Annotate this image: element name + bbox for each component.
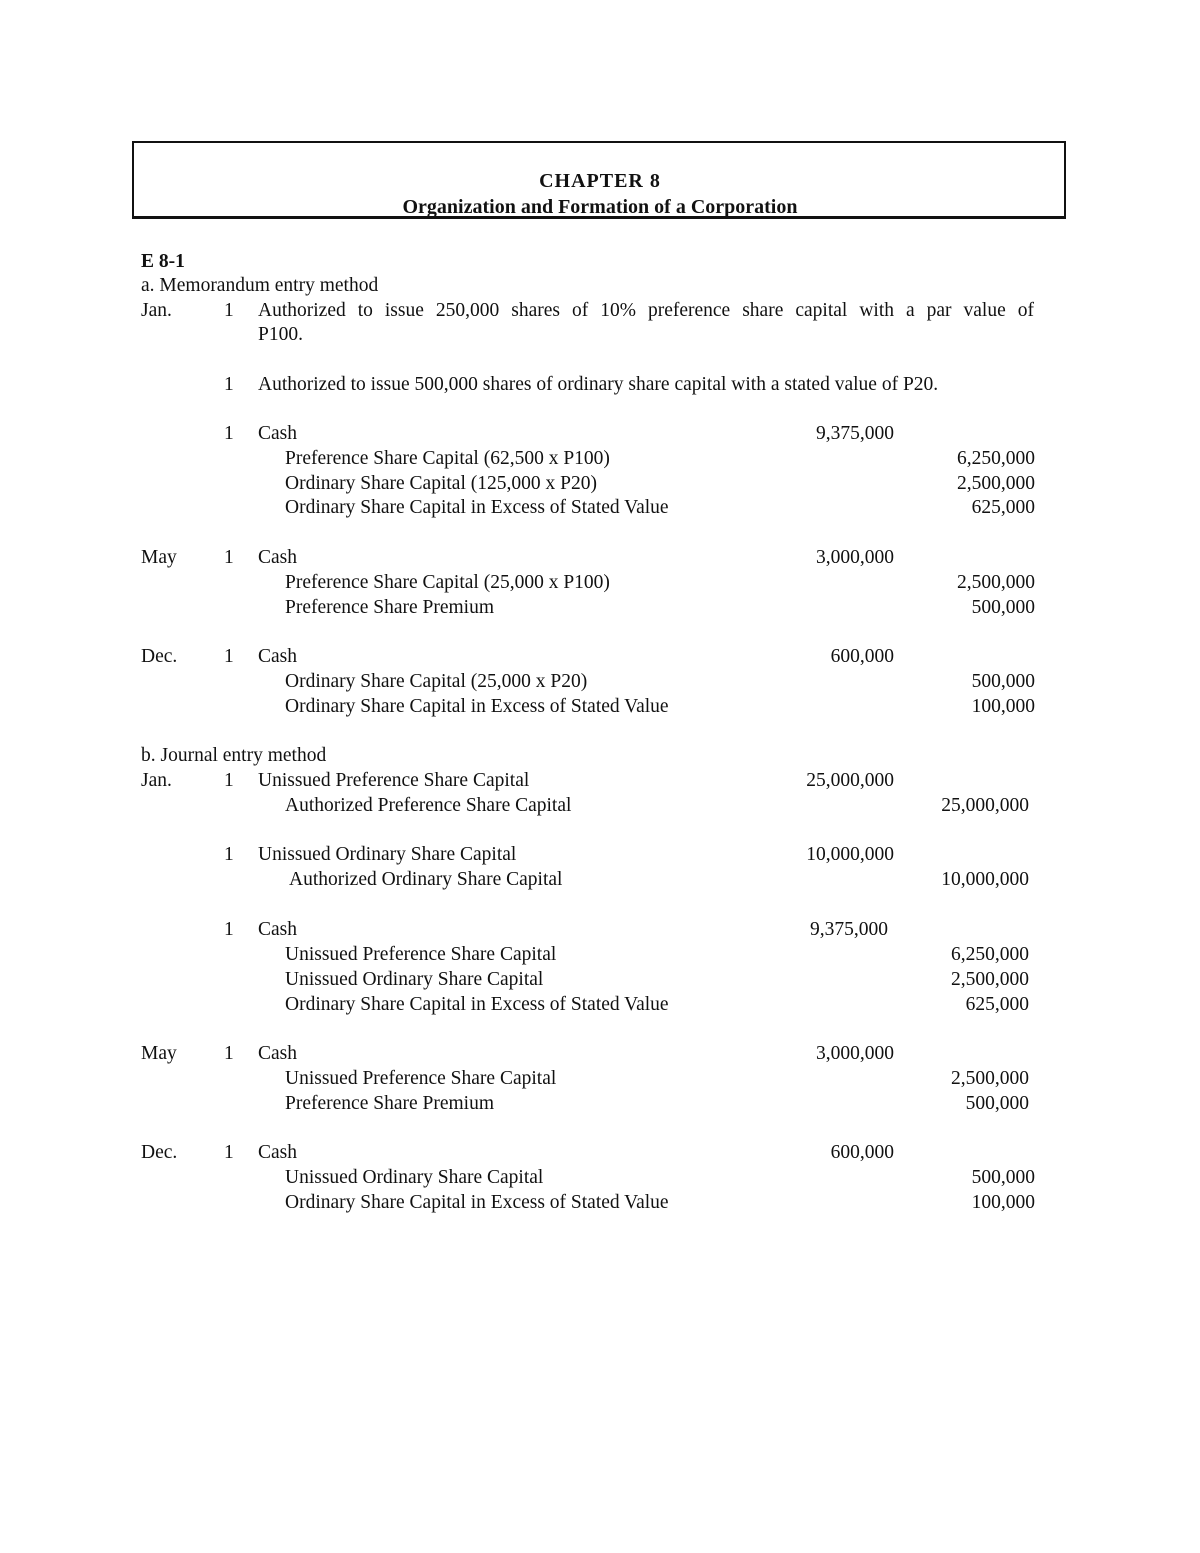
credit-account: Ordinary Share Capital in Excess of Stated Value bbox=[285, 696, 669, 717]
debit-account: Unissued Preference Share Capital bbox=[258, 770, 530, 791]
debit-amount: 10,000,000 bbox=[806, 844, 894, 865]
entry-day: 1 bbox=[224, 547, 234, 568]
credit-amount: 25,000,000 bbox=[941, 795, 1029, 816]
debit-account: Cash bbox=[258, 547, 297, 568]
entry-day: 1 bbox=[224, 646, 234, 667]
part-a-heading: a. Memorandum entry method bbox=[141, 275, 379, 296]
debit-amount: 3,000,000 bbox=[816, 547, 894, 568]
entry-day: 1 bbox=[224, 770, 234, 791]
credit-amount: 2,500,000 bbox=[957, 572, 1035, 593]
entry-day: 1 bbox=[224, 919, 234, 940]
credit-account: Unissued Ordinary Share Capital bbox=[285, 1167, 544, 1188]
memo-text-continued: P100. bbox=[258, 324, 303, 345]
debit-account: Cash bbox=[258, 646, 297, 667]
credit-account: Ordinary Share Capital in Excess of Stated Value bbox=[285, 497, 669, 518]
chapter-title: Organization and Formation of a Corporation bbox=[402, 196, 798, 218]
entry-month: May bbox=[141, 1043, 177, 1064]
entry-day: 1 bbox=[224, 1043, 234, 1064]
debit-amount: 25,000,000 bbox=[806, 770, 894, 791]
credit-amount: 10,000,000 bbox=[941, 869, 1029, 890]
credit-account: Preference Share Capital (62,500 x P100) bbox=[285, 448, 610, 469]
entry-month: Dec. bbox=[141, 1142, 178, 1163]
chapter-number: CHAPTER 8 bbox=[539, 170, 661, 192]
debit-account: Cash bbox=[258, 423, 297, 444]
debit-account: Cash bbox=[258, 919, 297, 940]
credit-account: Unissued Preference Share Capital bbox=[285, 1068, 557, 1089]
memo-text: Authorized to issue 250,000 shares of 10% preference share capital with a par value of bbox=[258, 300, 1034, 321]
credit-account: Preference Share Capital (25,000 x P100) bbox=[285, 572, 610, 593]
credit-amount: 2,500,000 bbox=[957, 473, 1035, 494]
entry-day: 1 bbox=[224, 300, 234, 321]
credit-amount: 625,000 bbox=[965, 994, 1029, 1015]
credit-account: Ordinary Share Capital in Excess of Stated Value bbox=[285, 994, 669, 1015]
credit-amount: 625,000 bbox=[971, 497, 1035, 518]
credit-amount: 500,000 bbox=[971, 597, 1035, 618]
entry-month: Dec. bbox=[141, 646, 178, 667]
credit-account: Ordinary Share Capital in Excess of Stated Value bbox=[285, 1192, 669, 1213]
debit-account: Cash bbox=[258, 1043, 297, 1064]
entry-month: Jan. bbox=[141, 300, 172, 321]
entry-day: 1 bbox=[224, 374, 234, 395]
credit-amount: 500,000 bbox=[965, 1093, 1029, 1114]
credit-account: Ordinary Share Capital (125,000 x P20) bbox=[285, 473, 597, 494]
credit-amount: 2,500,000 bbox=[951, 1068, 1029, 1089]
credit-account: Unissued Ordinary Share Capital bbox=[285, 969, 544, 990]
credit-amount: 6,250,000 bbox=[951, 944, 1029, 965]
debit-amount: 600,000 bbox=[830, 1142, 894, 1163]
debit-amount: 600,000 bbox=[830, 646, 894, 667]
entry-month: May bbox=[141, 547, 177, 568]
debit-account: Unissued Ordinary Share Capital bbox=[258, 844, 517, 865]
credit-account: Authorized Ordinary Share Capital bbox=[289, 869, 563, 890]
part-b-heading: b. Journal entry method bbox=[141, 745, 327, 766]
entry-day: 1 bbox=[224, 844, 234, 865]
exercise-number: E 8-1 bbox=[141, 251, 185, 272]
credit-account: Authorized Preference Share Capital bbox=[285, 795, 572, 816]
credit-amount: 2,500,000 bbox=[951, 969, 1029, 990]
credit-amount: 500,000 bbox=[971, 1167, 1035, 1188]
entry-day: 1 bbox=[224, 1142, 234, 1163]
credit-amount: 100,000 bbox=[971, 1192, 1035, 1213]
credit-amount: 100,000 bbox=[971, 696, 1035, 717]
credit-account: Preference Share Premium bbox=[285, 597, 494, 618]
credit-account: Preference Share Premium bbox=[285, 1093, 494, 1114]
credit-amount: 6,250,000 bbox=[957, 448, 1035, 469]
debit-account: Cash bbox=[258, 1142, 297, 1163]
debit-amount: 9,375,000 bbox=[816, 423, 894, 444]
entry-day: 1 bbox=[224, 423, 234, 444]
debit-amount: 9,375,000 bbox=[810, 919, 888, 940]
debit-amount: 3,000,000 bbox=[816, 1043, 894, 1064]
credit-account: Ordinary Share Capital (25,000 x P20) bbox=[285, 671, 588, 692]
entry-month: Jan. bbox=[141, 770, 172, 791]
credit-amount: 500,000 bbox=[971, 671, 1035, 692]
memo-text: Authorized to issue 500,000 shares of ordinary share capital with a stated value of P20. bbox=[258, 374, 939, 395]
credit-account: Unissued Preference Share Capital bbox=[285, 944, 557, 965]
